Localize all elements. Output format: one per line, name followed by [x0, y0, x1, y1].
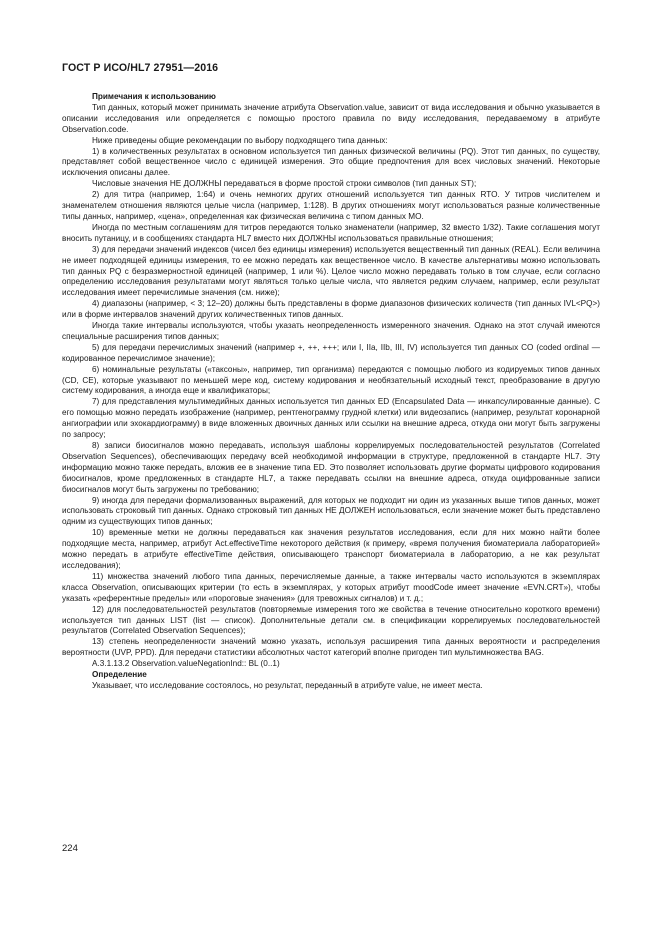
paragraph: 7) для представления мультимедийных данных используется тип данных ED (Encapsulated Data — инкапсулированные данные). С его помощью можно передать изображение (например, рентгенограмму грудной клетки) или видеозапись (например, результат коронарной ангиографии или эхокардиограмму) в виде вложенных двоичных данных или ссылки на внешние адреса, откуда они могут быть загружены по запросу; — [62, 397, 600, 440]
paragraph: 3) для передачи значений индексов (чисел без единицы измерения) используется вещественный тип данных (REAL). Если величина не имеет подходящей единицы измерения, то ее можно передать как вещественное число. В качестве альтернативы можно использовать тип данных PQ с безразмерностной единицей (например, 1 или %). Целое число можно передавать только в том случае, если согласно определению исследования результатами могут являться только целые числа, что является редким случаем, например, если результат исследования имеет перечислимые значения (см. ниже); — [62, 244, 600, 298]
definition-heading: Определение — [92, 670, 147, 680]
paragraph: 11) множества значений любого типа данных, перечисляемые данные, а также интервалы часто используются в экземплярах класса Observation, описывающих критерии (то есть в экземплярах, у которых атрибут moodCode имеет значение «EVN.CRT»), чтобы указать «референтные пределы» или «пороговые значения» (для тревожных сигналов) и т. д.; — [62, 571, 600, 603]
page-number: 224 — [62, 843, 78, 854]
paragraph: 13) степень неопределенности значений можно указать, используя расширения типа данных вероятности и распределения вероятности (UVP, PPD). Для передачи статистики абсолютных частот категорий вполне пригоден тип мультимножества BAG. — [62, 637, 600, 658]
definition-text: Указывает, что исследование состоялось, но результат, переданный в атрибуте value, не имеет места. — [92, 680, 483, 690]
paragraph: Иногда такие интервалы используются, чтобы указать неопределенность измеренного значения. Однако на этот случай имеются специальные расширения типов данных; — [62, 321, 600, 341]
page-content — [62, 92, 600, 692]
paragraph: 2) для титра (например, 1:64) и очень немногих других отношений используется тип данных RTO. У титров числителем и знаменателем отношения являются целые числа (например, 1:128). В других отношениях могут использоваться разные количественные типы данных, например, «цена», определенная как физическая величина с типом данных MO. — [62, 190, 600, 221]
document-header: ГОСТ Р ИСО/HL7 27951—2016 — [62, 62, 219, 74]
notes-heading: Примечания к использованию — [92, 92, 216, 101]
paragraph: 1) в количественных результатах в основном используется тип данных физической величины (PQ). Этот тип данных, по существу, представляет собой вещественное число с единицей измерения. Это общие предпочтения для всех числовых значений. Некоторые исключения описаны далее. — [62, 146, 600, 178]
paragraph: 4) диапазоны (например, < 3; 12–20) должны быть представлены в форме диапазонов физических количеств (тип данных IVL<PQ>) или в форме интервалов значений других количественных типов данных. — [62, 299, 600, 320]
paragraph: Иногда по местным соглашениям для титров передаются только знаменатели (например, 32 вместо 1/32). Такие соглашения могут вносить путаницу, и в сообщениях стандарта HL7 вместо них ДОЛЖНЫ использоваться правильные отношения; — [62, 222, 600, 243]
paragraph: 5) для передачи перечислимых значений (например +, ++, +++; или I, IIa, IIb, III, IV) используется тип данных CO (coded ordinal — кодированное перечислимое значение); — [62, 342, 600, 363]
paragraph: Ниже приведены общие рекомендации по выбору подходящего типа данных: — [92, 135, 388, 145]
paragraph: 9) иногда для передачи формализованных выражений, для которых не подходит ни один из указанных выше типов данных, может использовать строковый тип данных. Однако строковый тип данных НЕ ДОЛЖЕН использоваться, если значение может быть представлено одним из существующих типов данных; — [62, 495, 600, 527]
paragraph: 10) временные метки не должны передаваться как значения результатов исследования, если для них можно найти более подходящие места, например, атрибут Act.effectiveTime некоторого действия (к примеру, «время получения биоматериала лабораторией» можно передать в атрибуте effectiveTime действия, описывающего транспорт биоматериала в лабораторию, а не как результат исследования); — [62, 528, 600, 570]
paragraph: Тип данных, который может принимать значение атрибута Observation.value, зависит от вида исследования и обычно указывается в описании исследования или определяется с помощью простого правила по виду исследования, передаваемому в атрибуте Observation.code. — [62, 102, 600, 134]
paragraph: 6) номинальные результаты («таксоны», например, тип организма) передаются с помощью любого из кодируемых типов данных (CD, CE), которые указывают по меньшей мере код, систему кодирования и необязательный исходный текст, преобразование в другую систему кодирования, а иногда еще и квалификаторы; — [62, 364, 600, 396]
paragraph: Числовые значения НЕ ДОЛЖНЫ передаваться в форме простой строки символов (тип данных ST); — [92, 179, 477, 189]
paragraph: 12) для последовательностей результатов (повторяемые измерения того же свойства в течение относительно короткого времени) используется тип данных LIST (list — список). Дополнительные детали см. в спецификации коррелируемых последовательностей результатов (Correlated Observation Sequences); — [62, 604, 600, 636]
section-id: А.3.1.13.2 Observation.valueNegationInd:: BL (0..1) — [92, 659, 280, 669]
paragraph: 8) записи биосигналов можно передавать, используя шаблоны коррелируемых последовательностей результатов (Correlated Observation Sequences), обеспечивающих передачу всей необходимой информации в структуре, предложенной в стандарте HL7. Эту информацию можно также передать, вложив ее в значение типа ED. Это позволяет использовать другие форматы цифрового кодирования биосигналов, кроме предложенных в стандарте HL7, а также передавать ссылки на внешние адреса, откуда оцифрованные записи биосигналов могут быть загружены по требованию; — [62, 441, 600, 494]
